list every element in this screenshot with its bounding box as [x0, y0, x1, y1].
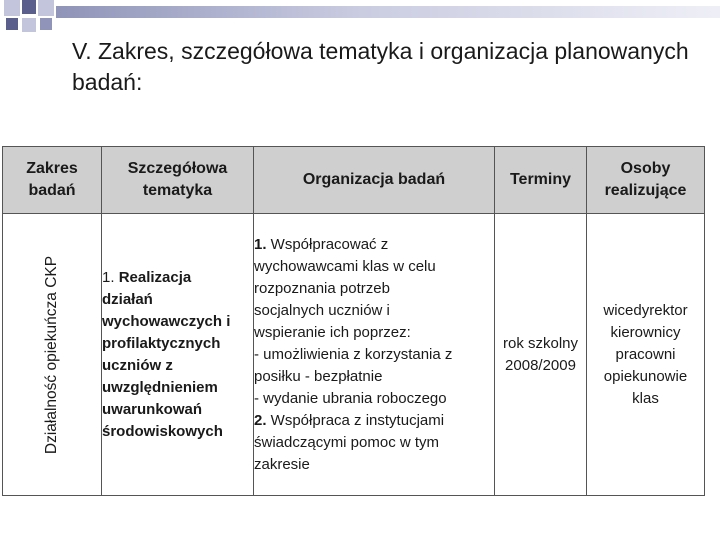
deco-square	[38, 0, 54, 16]
topic-number: 1.	[102, 268, 115, 286]
deco-square	[6, 18, 18, 30]
table-header-row	[3, 147, 705, 214]
org-line: świadczącymi pomoc w tym	[254, 433, 440, 451]
header-label: Organizacja badań	[302, 171, 446, 188]
org-line	[254, 234, 494, 256]
organization-cell	[254, 214, 495, 496]
header-organization	[254, 147, 495, 214]
org-line: socjalnych uczniów i	[254, 301, 390, 319]
header-label: Osoby realizujące	[604, 160, 687, 199]
org-line-text: Współpraca z instytucjami	[266, 411, 445, 429]
header-topic	[102, 147, 254, 214]
header-label: Terminy	[509, 171, 572, 188]
persons-cell: wicedyrektor kierownicy pracowni opiekunowie klas	[587, 214, 705, 496]
decorative-header	[0, 0, 720, 36]
slide-title: V. Zakres, szczegółowa tematyka i organizacja planowanych badań:	[72, 38, 689, 95]
deco-square	[4, 0, 20, 16]
plan-table	[2, 146, 705, 496]
org-line-text: Współpracować z	[266, 235, 389, 253]
deco-square	[22, 0, 36, 14]
org-item-number: 2.	[254, 411, 267, 429]
deco-gradient-bar	[56, 6, 720, 18]
org-line: rozpoznania potrzeb	[254, 279, 390, 297]
term-cell: rok szkolny 2008/2009	[495, 214, 587, 496]
org-line: zakresie	[254, 455, 310, 473]
org-line: wychowawcami klas w celu	[254, 257, 436, 275]
table-row	[3, 214, 705, 496]
header-scope	[3, 147, 102, 214]
header-label: Szczegółowa tematyka	[127, 160, 228, 199]
org-line: wspieranie ich poprzez:	[254, 323, 411, 341]
topic-cell	[102, 214, 254, 496]
topic-text: Realizacja działań wychowawczych i profilaktycznych uczniów z uwzględnieniem uwarunkowań środowiskowych	[102, 268, 231, 440]
org-line: - wydanie ubrania roboczego	[254, 389, 447, 407]
org-item-number: 1.	[254, 235, 267, 253]
org-line: - umożliwienia z korzystania z	[254, 345, 453, 363]
deco-square	[22, 18, 36, 32]
header-persons	[587, 147, 705, 214]
header-label: Zakres badań	[26, 160, 78, 199]
header-terms	[495, 147, 587, 214]
scope-text: Działalność opiekuńcza CKP	[43, 255, 60, 454]
org-line	[254, 410, 494, 432]
deco-square	[40, 18, 52, 30]
org-line: posiłku - bezpłatnie	[254, 367, 383, 385]
scope-cell	[3, 214, 102, 496]
